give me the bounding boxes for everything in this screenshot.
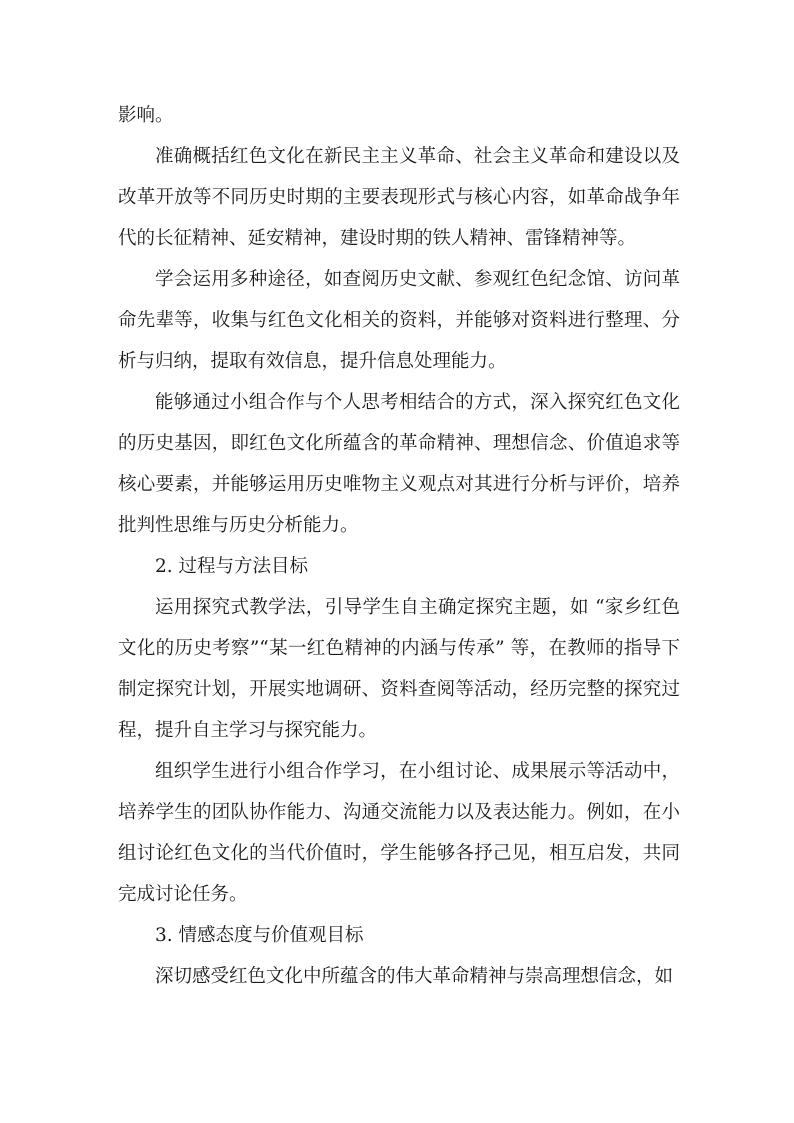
paragraph-collect-materials: 学会运用多种途径，如查阅历史文献、参观红色纪念馆、访问革命先辈等，收集与红色文化相关的资料，并能够对资料进行整理、分析与归纳，提取有效信息，提升信息处理能力。 bbox=[118, 269, 680, 372]
paragraph-inquiry-teaching: 运用探究式教学法，引导学生自主确定探究主题，如 “家乡红色文化的历史考察”“某一红色精神的内涵与传承” 等，在教师的指导下制定探究计划，开展实地调研、资料查阅等活动，经历完整的探究过程，提升自主学习与探究能力。 bbox=[118, 597, 680, 741]
document-body bbox=[118, 95, 680, 997]
paragraph-continuation: 影响。 bbox=[118, 105, 174, 126]
paragraph-historical-genes: 能够通过小组合作与个人思考相结合的方式，深入探究红色文化的历史基因，即红色文化所蕴含的革命精神、理想信念、价值追求等核心要素，并能够运用历史唯物主义观点对其进行分析与评价，培养批判性思维与历史分析能力。 bbox=[118, 392, 680, 536]
paragraph-group-cooperation: 组织学生进行小组合作学习，在小组讨论、成果展示等活动中，培养学生的团队协作能力、沟通交流能力以及表达能力。例如，在小组讨论红色文化的当代价值时，学生能够各抒己见，相互启发，共同完成讨论任务。 bbox=[118, 761, 680, 905]
section-heading-process-methods: 2. 过程与方法目标 bbox=[155, 556, 309, 577]
section-heading-emotion-values: 3. 情感态度与价值观目标 bbox=[155, 925, 364, 946]
paragraph-red-culture-periods: 准确概括红色文化在新民主主义革命、社会主义革命和建设以及改革开放等不同历史时期的主要表现形式与核心内容，如革命战争年代的长征精神、延安精神，建设时期的铁人精神、雷锋精神等。 bbox=[118, 146, 680, 249]
paragraph-revolutionary-spirit: 深切感受红色文化中所蕴含的伟大革命精神与崇高理想信念，如 bbox=[155, 966, 674, 987]
